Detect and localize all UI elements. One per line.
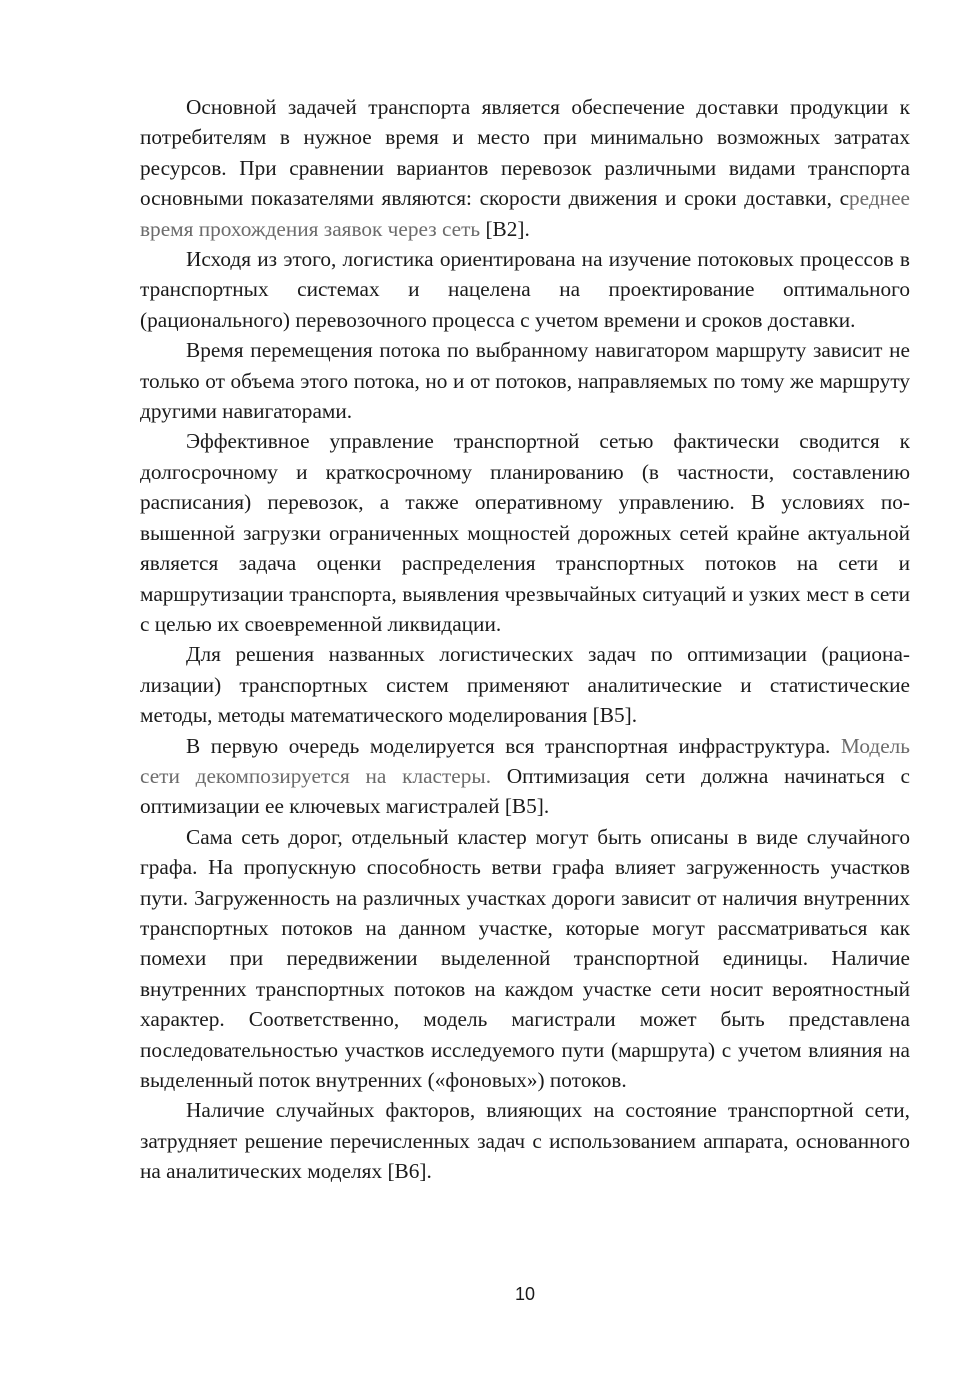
page-number: 10 — [514, 1284, 536, 1304]
paragraph-4-run-1: Эффективное управление транспортной сетью фактически сводится к долгосрочному и краткосрочному планированию (в частности, составлению расписания) перевозок, а также оперативному управлению. В условиях повышенной загрузки ограниченных мощностей дорожных сетей крайне актуальной является задача оценки распределения транспортных потоков на сети и маршрутизации транспорта, выявления чрезвычайных ситуаций и узких мест в сети с целью их своевременной ликвидации. — [140, 429, 910, 636]
paragraph-1 — [140, 92, 910, 244]
paragraph-6-run-3: Оптимизация сети должна начинаться с оптимизации ее ключевых магистралей [В5]. — [140, 763, 910, 819]
paragraph-1-run-3: [В2]. — [480, 216, 530, 241]
paragraph-6-grey-run: Модель сети декомпозируется на кластеры. — [140, 733, 910, 788]
paragraph-8 — [140, 1095, 910, 1186]
paragraph-6 — [140, 731, 910, 822]
paragraph-3-run-1: Время перемещения потока по выбранному навигатором маршруту зависит не только от объема этого потока, но и от потоков, направляемых по тому же маршруту другими навигаторами. — [140, 338, 910, 424]
body-text — [140, 92, 910, 1187]
paragraph-8-run-1: Наличие случайных факторов, влияющих на состояние транспортной сети, затрудняет решение перечисленных задач с использованием аппарата, основанного на аналитических моделях [В6]. — [140, 1098, 910, 1184]
paragraph-7 — [140, 822, 910, 1096]
paragraph-3 — [140, 335, 910, 426]
paragraph-2 — [140, 244, 910, 335]
paragraph-1-grey-run: реднее время прохождения заявок через сеть — [140, 186, 910, 241]
paragraph-6-run-1: В первую очередь моделируется вся транспортная инфраструктура. — [186, 733, 841, 758]
paragraph-2-run-1: Исходя из этого, логистика ориентирована на изучение потоковых процессов в транспортных системах и нацелена на проектирование оптимального (рационального) перевозочного процесса с учетом времени и сроков доставки. — [140, 247, 910, 332]
paragraph-5-run-1: Для решения названных логистических задач по оптимизации (рационализации) транспортных систем применяют аналитические и статистические методы, методы математического моделирования [В5]. — [140, 642, 910, 728]
paragraph-7-run-1: Сама сеть дорог, отдельный кластер могут быть описаны в виде случайного графа. На пропускную способность ветви графа влияет загруженность участков пути. Загруженность на различных участках дороги зависит от наличия внутренних транспортных потоков на данном участке, которые могут рассматриваться как помехи при передвижении выделенной транспортной единицы. Наличие внутренних транспортных потоков на каждом участке сети носит вероятностный характер. Соответственно, модель магистрали может быть представлена последовательностью участков исследуемого пути (маршрута) с учетом влияния на выделенный поток внутренних («фоновых») потоков. — [140, 824, 910, 1092]
paragraph-5 — [140, 639, 910, 730]
paragraph-1-run-1: Основной задачей транспорта является обеспечение доставки продукции к потребителям в нужное время и место при минимально возможных затратах ресурсов. При сравнении вариантов перевозок различными видами транспорта основными показателями являются: скорости движения и сроки доставки, с — [140, 95, 910, 211]
paragraph-4 — [140, 426, 910, 639]
